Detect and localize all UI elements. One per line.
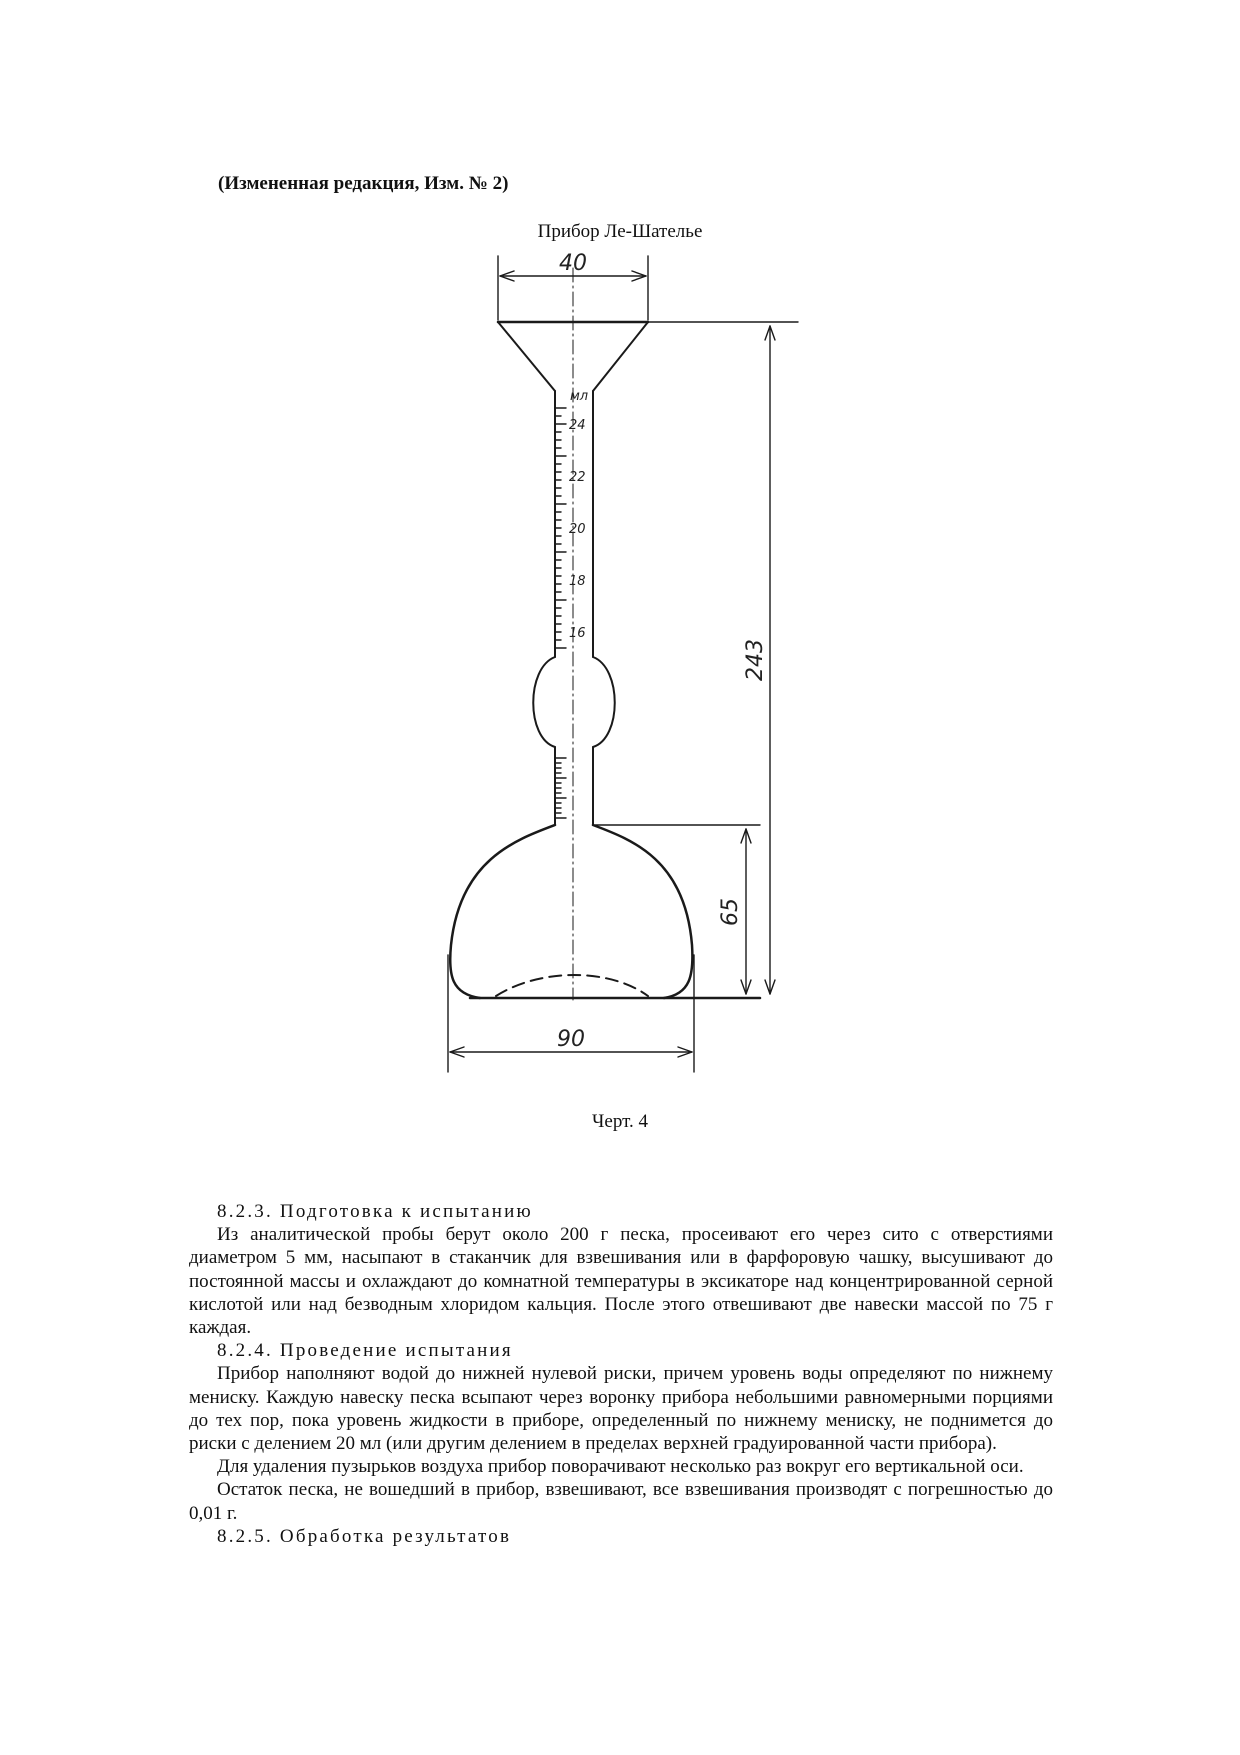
paragraph-8-2-4-c: Остаток песка, не вошедший в прибор, взвешивают, все взвешивания производят с погрешностью до 0,01 г.: [189, 1479, 1053, 1524]
paragraph-8-2-4-b: Для удаления пузырьков воздуха прибор поворачивают несколько раз вокруг его вертикальной оси.: [217, 1456, 1024, 1478]
main-bulb-left: [450, 825, 555, 998]
figure-caption: Черт. 4: [592, 1111, 648, 1132]
document-body: [189, 1200, 1053, 1548]
figure-title: Прибор Ле-Шателье: [537, 221, 703, 242]
dimension-label-top-width: 40: [559, 251, 587, 276]
middle-bulb-right: [593, 657, 615, 747]
main-bulb-right: [593, 825, 692, 998]
dimension-label-bulb-height: 65: [718, 898, 743, 926]
graduation-label-20: 20: [569, 522, 586, 537]
dimension-total-height: [648, 322, 798, 994]
section-heading-8-2-3: 8.2.3. Подготовка к испытанию: [217, 1201, 533, 1222]
lower-graduation-ticks: [555, 758, 566, 818]
graduation-label-16: 16: [569, 626, 586, 641]
dimension-label-total-height: 243: [743, 639, 768, 681]
flask-diagram-svg: [430, 240, 830, 1080]
section-heading-8-2-5: 8.2.5. Обработка результатов: [217, 1525, 512, 1547]
paragraph-8-2-3: Из аналитической пробы берут около 200 г песка, просеивают его через сито с отверстиями диаметром 5 мм, насыпают в стаканчик для взвешивания или в фарфоровую чашку, высушивают до постоянной массы и охлаждают до комнатной температуры в эксикаторе над концентрированной серной кислотой или над безводным хлоридом кальция. После этого отвешивают две навески массой по 75 г каждая.: [189, 1224, 1053, 1339]
section-heading-8-2-4: 8.2.4. Проведение испытания: [217, 1340, 513, 1362]
funnel-right-wall: [593, 322, 648, 391]
graduation-unit-label: мл: [570, 389, 589, 404]
dimension-base-width: [448, 955, 694, 1072]
le-chatelier-flask-drawing: [430, 240, 830, 1080]
paragraph-8-2-4-a: Прибор наполняют водой до нижней нулевой риски, причем уровень воды определяют по нижнему мениску. Каждую навеску песка всыпают через воронку прибора небольшими равномерными порциями до тех пор, пока уровень жидкости в приборе, определенный по нижнему мениску, не поднимется до риски с делением 20 мл (или другим делением в пределах верхней градуированной части прибора).: [189, 1363, 1053, 1455]
base-concave-dashed: [496, 975, 648, 996]
revision-note: (Измененная редакция, Изм. № 2): [218, 173, 509, 194]
graduation-label-22: 22: [569, 470, 586, 485]
upper-graduation-ticks: [555, 408, 566, 648]
funnel-left-wall: [498, 322, 555, 391]
dimension-label-base-width: 90: [557, 1027, 585, 1052]
graduation-label-24: 24: [569, 418, 586, 433]
graduation-label-18: 18: [569, 574, 586, 589]
middle-bulb-left: [533, 657, 555, 747]
